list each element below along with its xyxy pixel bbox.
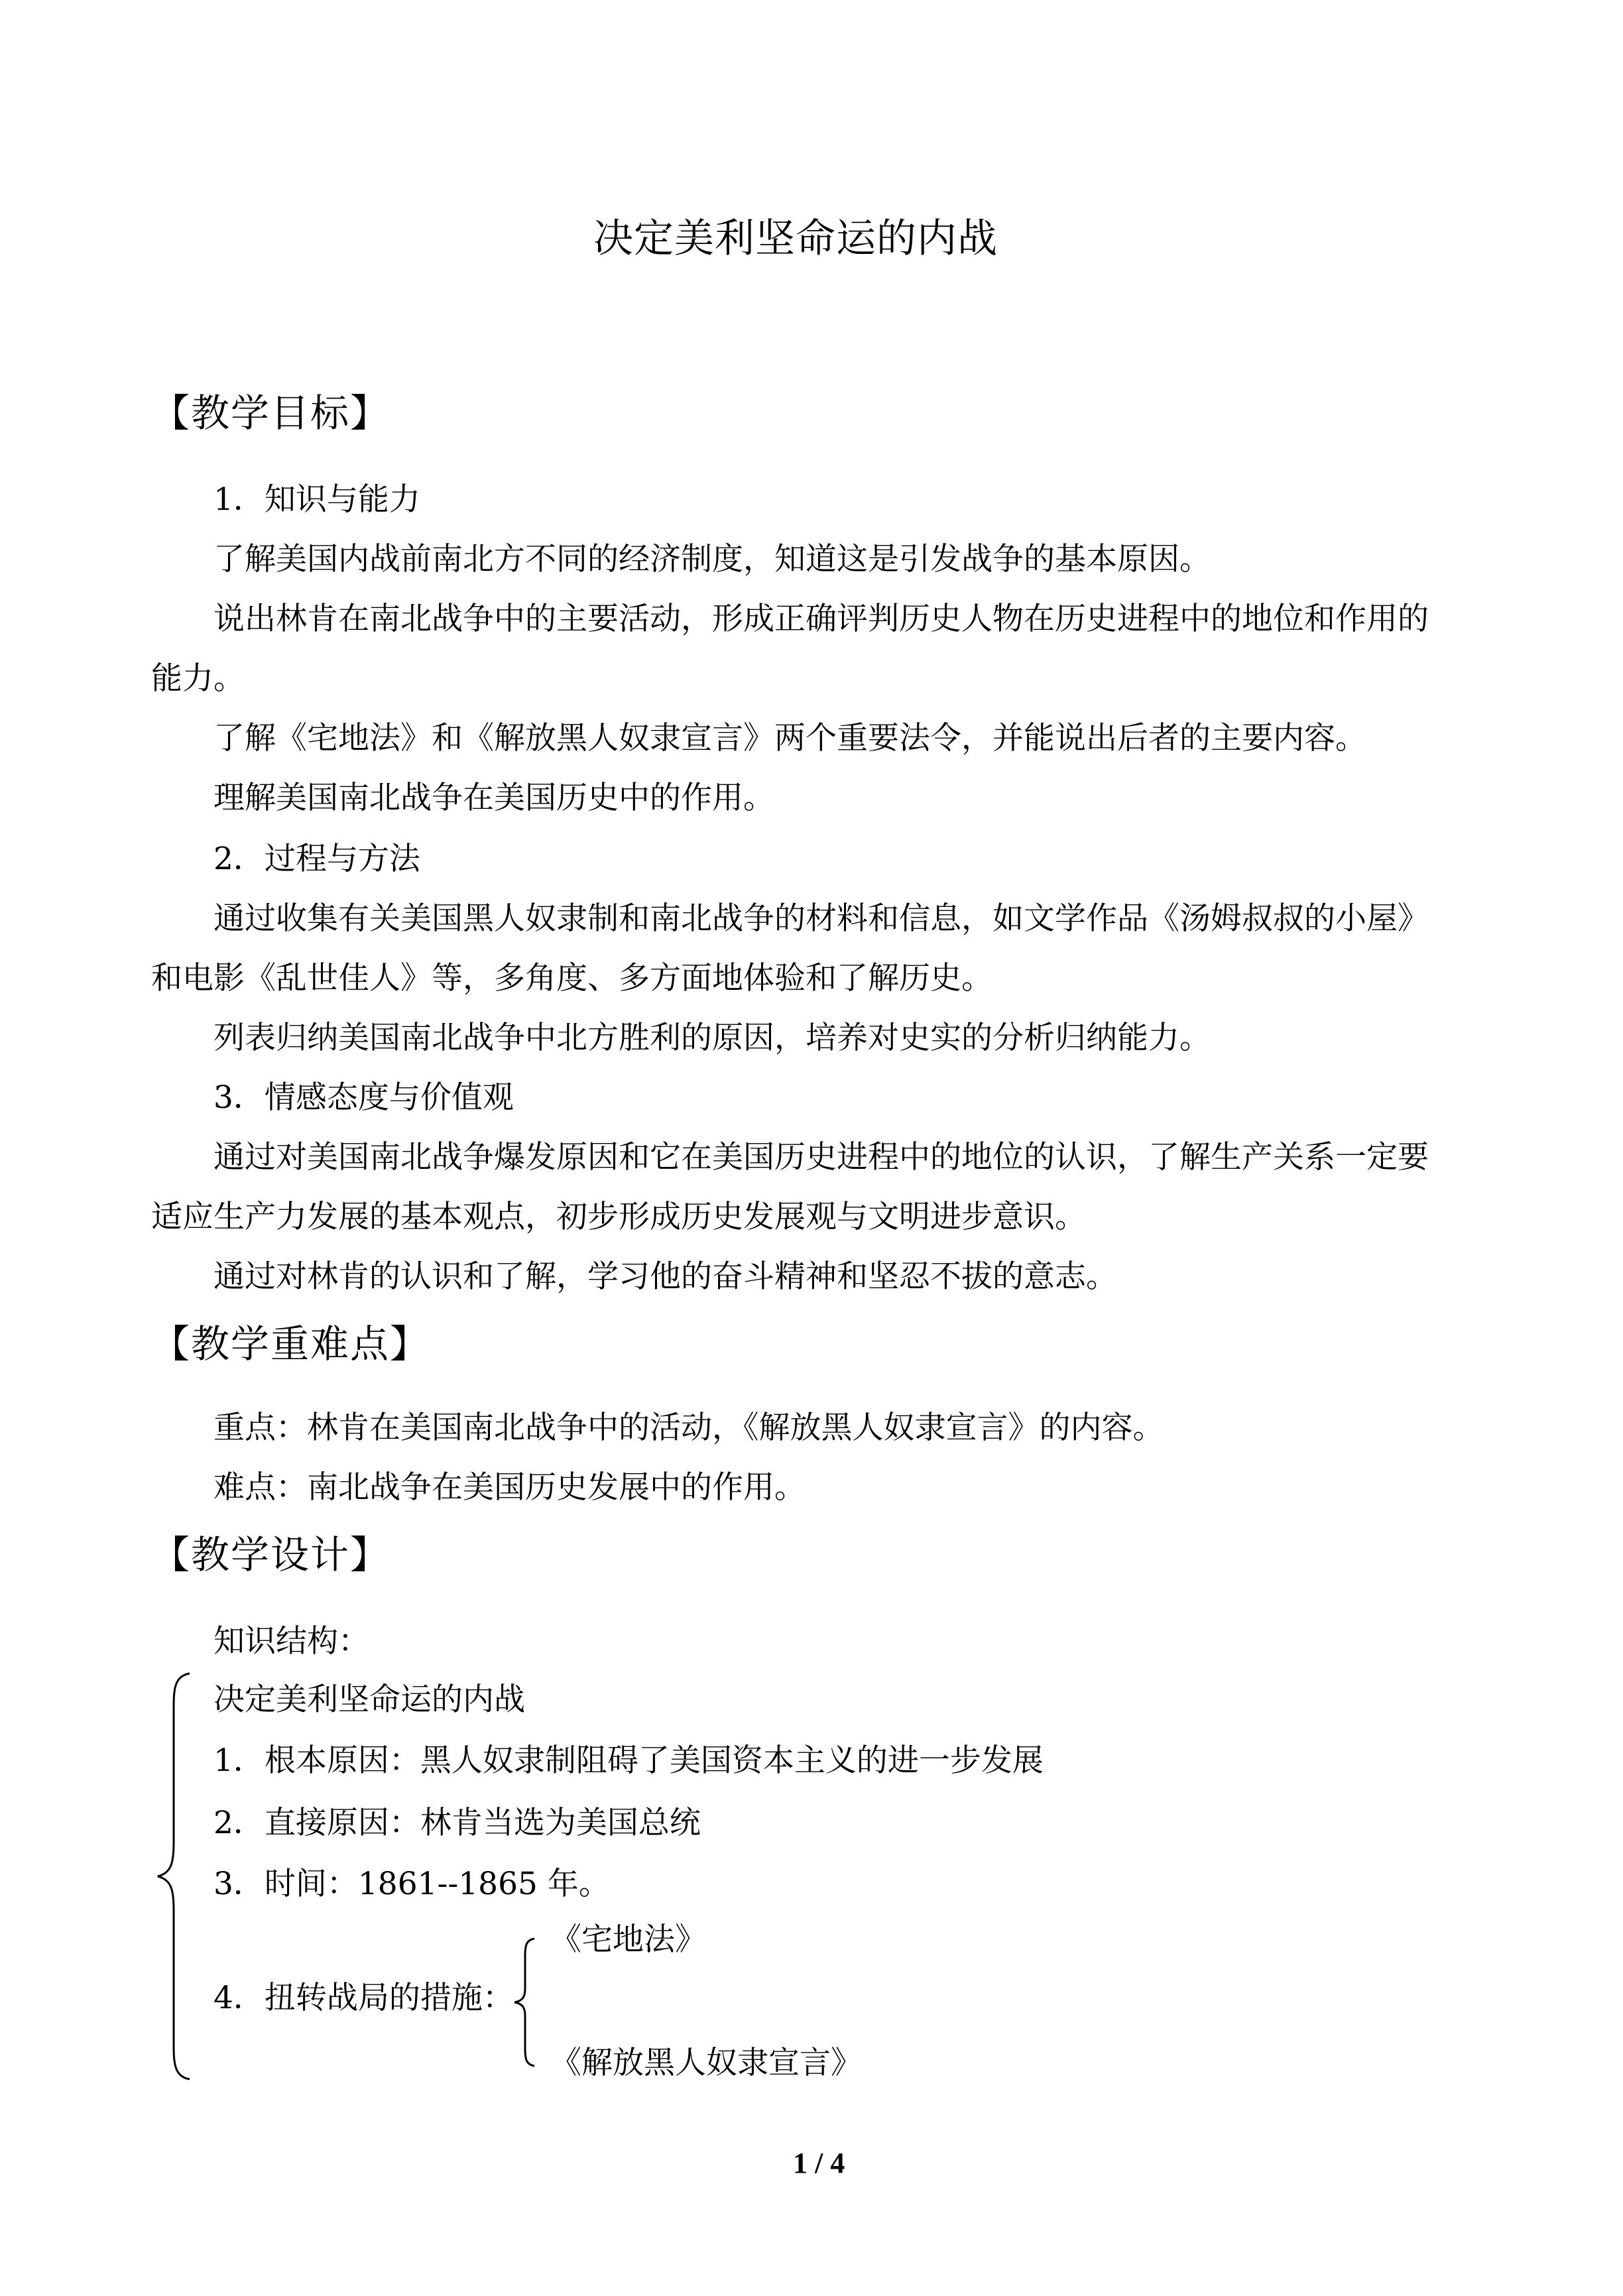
paragraph: 列表归纳美国南北战争中北方胜利的原因，培养对史实的分析归纳能力。 [213,1020,1211,1056]
subheading-process: 2．过程与方法 [213,841,420,877]
difficulty-text: 难点：南北战争在美国历史发展中的作用。 [213,1469,806,1506]
structure-item: 2．直接原因：林肯当选为美国总统 [213,1805,701,1841]
measure-item: 《宅地法》 [550,1921,706,1958]
section-heading-objectives: 【教学目标】 [151,391,391,436]
section-heading-design: 【教学设计】 [151,1532,391,1577]
structure-item: 3．时间：1861--1865 年。 [213,1866,610,1902]
paragraph-continuation: 适应生产力发展的基本观点，初步形成历史发展观与文明进步意识。 [151,1199,1086,1235]
paragraph: 通过对林肯的认识和了解，学习他的奋斗精神和坚忍不拔的意志。 [213,1258,1117,1295]
section-heading-keypoints: 【教学重难点】 [151,1321,430,1366]
paragraph: 通过对美国南北战争爆发原因和它在美国历史进程中的地位的认识，了解生产关系一定要 [213,1139,1429,1176]
paragraph: 说出林肯在南北战争中的主要活动，形成正确评判历史人物在历史进程中的地位和作用的 [213,601,1429,637]
paragraph-continuation: 能力。 [151,660,245,697]
measure-item: 《解放黑人奴隶宣言》 [550,2045,862,2081]
subheading-values: 3．情感态度与价值观 [213,1079,514,1116]
paragraph: 了解《宅地法》和《解放黑人奴隶宣言》两个重要法令，并能说出后者的主要内容。 [213,720,1366,756]
subheading-knowledge: 1．知识与能力 [213,481,420,518]
paragraph-continuation: 和电影《乱世佳人》等，多角度、多方面地体验和了解历史。 [151,960,992,997]
structure-root: 决定美利坚命运的内战 [213,1681,525,1718]
paragraph: 理解美国南北战争在美国历史中的作用。 [213,780,774,816]
paragraph: 通过收集有关美国黑人奴隶制和南北战争的材料和信息，如文学作品《汤姆叔叔的小屋》 [213,900,1429,937]
keypoint-text: 重点：林肯在美国南北战争中的活动，《解放黑人奴隶宣言》的内容。 [213,1410,1164,1446]
structure-item: 1．根本原因：黑人奴隶制阻碍了美国资本主义的进一步发展 [213,1742,1044,1779]
structure-label: 知识结构： [213,1623,369,1660]
structure-item: 4．扭转战局的措施： [213,1980,514,2016]
big-brace [151,1671,198,2082]
page-title: 决定美利坚命运的内战 [593,215,998,262]
small-brace [508,1936,541,2069]
paragraph: 了解美国内战前南北方不同的经济制度，知道这是引发战争的基本原因。 [213,541,1211,577]
page-number: 1 / 4 [793,2147,845,2179]
